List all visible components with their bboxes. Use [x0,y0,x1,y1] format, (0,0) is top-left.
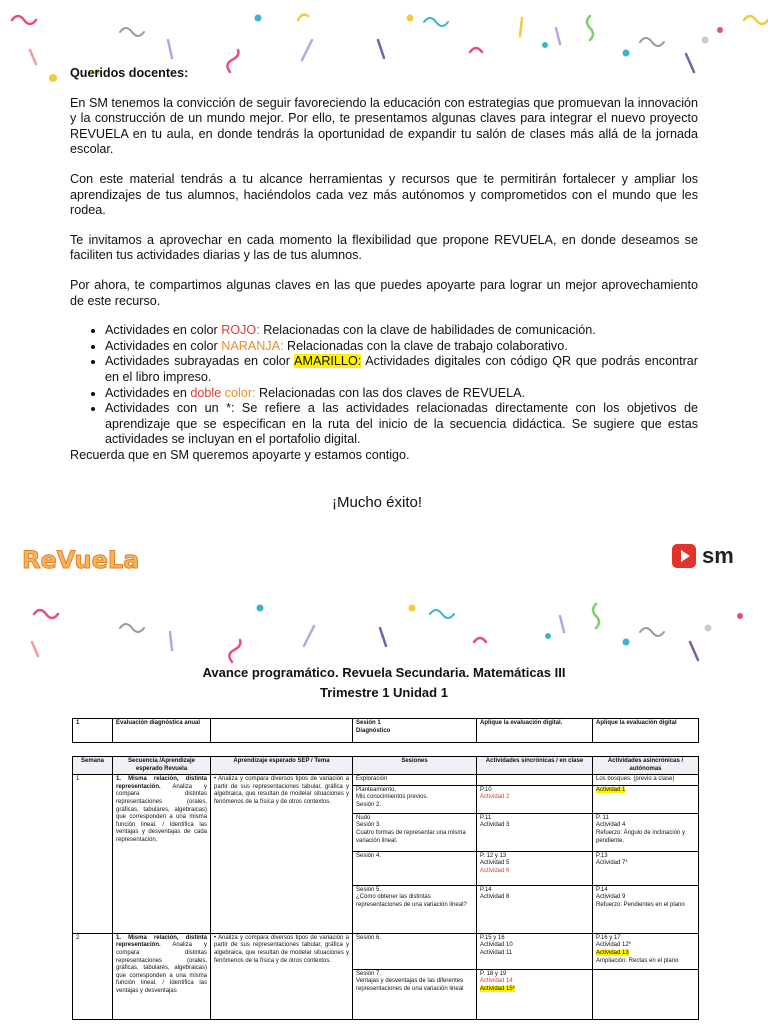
double-key-red: doble [190,385,222,400]
plan-header-row [73,757,699,775]
key-item-red: • Actividades en color ROJO: Relacionadas con la clave de habilidades de comunicación. [105,323,698,339]
plan-table [72,756,699,1020]
col-header: Secuencia /Aprendizaje esperado Revuela [113,757,211,775]
diag-sync: Aplique la evaluación digital. [477,719,593,743]
letter-paragraph: Con este material tendrás a tu alcance herramientas y recursos que te permitirán fortalecer y ampliar los aprendizajes de tus alumnos, haciéndolos cada vez más autónomos y comprometidos con el mundo que les rodea. [70,171,698,218]
sm-logo [672,543,734,569]
sequence-cell: 1. Misma relación, distinta representación. Analiza y compara distintas representaciones (orales, gráficas, tabulares, algebraicas) que corresponden a una misma función lineal. / Identifica las ventajas y desventajas de cada representación. [113,775,211,934]
keys-list [70,323,698,448]
async-cell: P.14 Actividad 9 Refuerzo: Pendientes en el plano [593,885,699,933]
diag-eval: Evaluación diagnóstica anual [113,719,211,743]
sync-cell: P.10 Actividad 2 [477,785,593,813]
red-key: ROJO: [221,323,260,338]
sep-cell: • Analiza y compara diversos tipos de variación a partir de sus representaciones tabular, gráfica y algebraica, que resultan de modelar situaciones y fenómenos de la física y de otros contextos. [211,933,353,1019]
col-header: Semana [73,757,113,775]
letter-paragraph: Por ahora, te compartimos algunas claves en las que puedes apoyarte para lograr un mejor aprovechamiento de este recurso. [70,277,698,308]
letter-greeting: Queridos docentes: [70,66,189,80]
week-number: 2 [73,933,113,1019]
session-cell: Nudo Sesión 3. Cuatro formas de representar una misma variación lineal. [353,813,477,851]
sync-cell: P.14 Actividad 8 [477,885,593,933]
table-row [73,933,699,969]
async-cell: P. 11 Actividad 4 Refuerzo: Ángulo de inclinación y pendiente. [593,813,699,851]
yellow-key: AMARILLO: [294,354,362,369]
sm-logo-text: sm [702,543,734,568]
letter-closing: Recuerda que en SM queremos apoyarte y estamos contigo. [70,447,410,462]
sync-cell: P. 12 y 13 Actividad 5 Actividad 6 [477,851,593,885]
async-cell [593,969,699,1019]
col-header: Actividades sincrónicas / en clase [477,757,593,775]
revuela-logo [20,540,140,581]
async-cell: Los bosques. (previo a clase) [593,775,699,786]
sync-cell [477,775,593,786]
session-cell: Exploración [353,775,477,786]
sep-cell: • Analiza y compara diversos tipos de variación a partir de sus representaciones tabular, gráfica y algebraica, que resultan de modelar situaciones y fenómenos de la física y de otros contextos. [211,775,353,934]
key-item-yellow: • Actividades subrayadas en color AMARILLO: Actividades digitales con código QR que podrás encontrar en el libro impreso. [105,354,698,385]
orange-key: NARANJA: [221,338,284,353]
async-cell: P.16 y 17 Actividad 12* Actividad 13 Ampliación: Rectas en el plano [593,933,699,969]
session-cell: Sesión 6. [353,933,477,969]
letter-paragraph: Te invitamos a aprovechar en cada momento la flexibilidad que propone REVUELA, en donde deseamos se faciliten tus actividades diarias y las de tus alumnos. [70,232,698,263]
double-key-orange: color: [224,385,256,400]
session-cell: Sesión 4. [353,851,477,885]
key-item-orange: • Actividades en color NARANJA: Relacionadas con la clave de trabajo colaborativo. [105,339,698,355]
letter-signoff: ¡Mucho éxito! [332,494,423,511]
col-header: Actividades asincrónicas / autónomas [593,757,699,775]
sm-play-icon [672,544,696,568]
letter-body [70,66,698,477]
sync-cell: P.11 Actividad 3 [477,813,593,851]
diag-async: Aplique la evaluación digital [593,719,699,743]
letter-paragraph: En SM tenemos la convicción de seguir favoreciendo la educación con estrategias que promuevan la innovación y la construcción de un mundo mejor. Por ello, te presentamos algunas claves para integrar el nuevo proyecto REVUELA en tu aula, en donde tendrás la oportunidad de expandir tu salón de clases más allá de la jornada escolar. [70,95,698,157]
page2-title: Avance programático. Revuela Secundaria. Matemáticas III [202,665,566,680]
col-header: Sesiones [353,757,477,775]
diagnostic-table [72,718,699,743]
async-cell: P.13 Actividad 7* [593,851,699,885]
session-cell: Planteamiento. Mis conocimientos previos. Sesión 2. [353,785,477,813]
col-header: Aprendizaje esperado SEP / Tema [211,757,353,775]
session-cell: Sesión 5. ¿Cómo obtener las distintas representaciones de una variación lineal? [353,885,477,933]
async-cell: Actividad 1 [593,785,699,813]
diag-empty [211,719,353,743]
confetti-banner-page2 [0,592,768,672]
sequence-cell: 1. Misma relación, distinta representación. Analiza y compara distintas representaciones (orales, gráficas, tabulares, algebraicas) que corresponden a una misma función lineal. / Identifica las ventajas y desventajas [113,933,211,1019]
page2-subtitle: Trimestre 1 Unidad 1 [320,685,448,700]
week-number: 1 [73,775,113,934]
key-item-star: • Actividades con un *: Se refiere a las actividades relacionadas directamente con los objetivos de aprendizaje que se especifican en la ruta del inicio de la secuencia didáctica. Se sugiere que estas actividades se incluyan en el portafolio digital. [105,401,698,448]
table-row [73,775,699,786]
revuela-logo-text: ReVueLa [22,546,140,574]
diag-week: 1 [73,719,113,743]
session-cell: Sesión 7. Ventajas y desventajas de las diferentes representaciones de una variación lineal [353,969,477,1019]
key-item-double: • Actividades en doble color: Relacionadas con las dos claves de REVUELA. [105,386,698,402]
sync-cell: P. 18 y 19 Actividad 14 Actividad 15* [477,969,593,1019]
diag-session: Sesión 1 Diagnóstico [353,719,477,743]
sync-cell: P.15 y 16 Actividad 10 Actividad 11 [477,933,593,969]
